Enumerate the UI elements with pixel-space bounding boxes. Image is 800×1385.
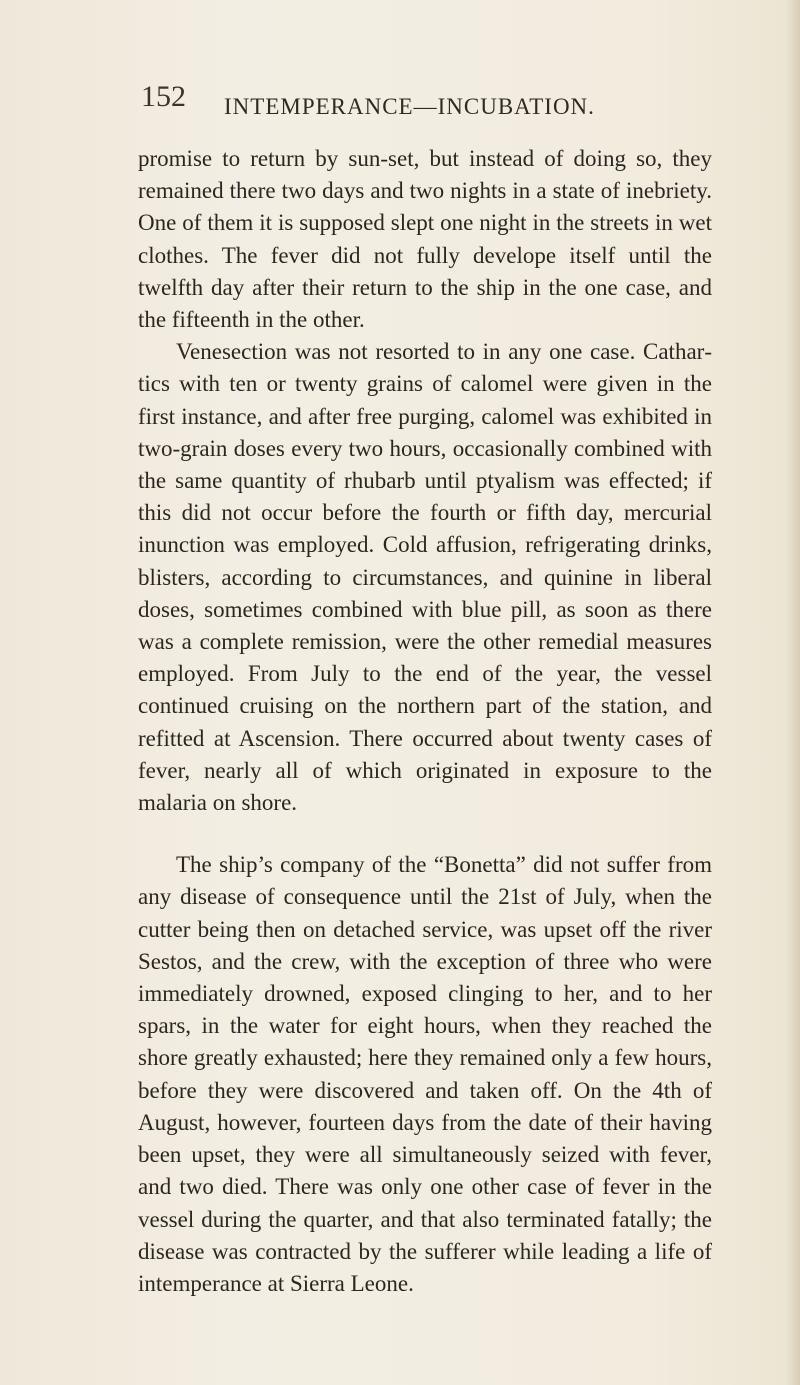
paragraph-bonetta: The ship’s company of the “Bonetta” did not suffer from any disease of consequence until the 21st of July, when the cutter being then on detached service, was upset off the river Sestos, and the crew, with the exception of three who were immediately drowned, exposed clinging to her, and to her spars, in the water for eight hours, when they reached the shore greatly exhausted; here they remained only a few hours, before they were discovered and taken off. On the 4th of August, however, fourteen days from the date of their having been upset, they were all simultaneously seized with fever, and two died. There was only one other case of fever in the vessel during the quarter, and that also terminated fatally; the disease was contracted by the sufferer while leading a life of intemperance at Sierra Leone. <box>138 852 712 1296</box>
page-number: 152 <box>141 80 186 113</box>
paragraph-continuation: promise to return by sun-set, but instead of doing so, they remained there two days and two nights in a state of inebriety. One of them it is supposed slept one night in the streets in wet clothes. The fever did not fully develope itself until the twelfth day after their return to the ship in the one case, and the fifteenth in the other. <box>138 146 712 333</box>
running-title: INTEMPERANCE—INCUBATION. <box>224 94 595 119</box>
paragraph-treatment: Venesection was not resorted to in any one case. Cathartics with ten or twenty grains of calomel were given in the first instance, and after free purging, calomel was exhibited in two-grain doses every two hours, occasionally combined with the same quantity of rhubarb until ptyalism was effected; if this did not occur before the fourth or fifth day, mercurial inunction was employed. Cold affusion, refrigerating drinks, blisters, according to circumstances, and quinine in liberal doses, sometimes combined with blue pill, as soon as there was a complete remission, were the other remedial measures employed. From July to the end of the year, the vessel continued cruising on the northern part of the station, and refitted at Ascension. There occurred about twenty cases of fever, nearly all of which originated in exposure to the malaria on shore. <box>138 339 712 816</box>
page-body <box>138 143 712 1300</box>
page-edge-shadow <box>786 0 800 1385</box>
